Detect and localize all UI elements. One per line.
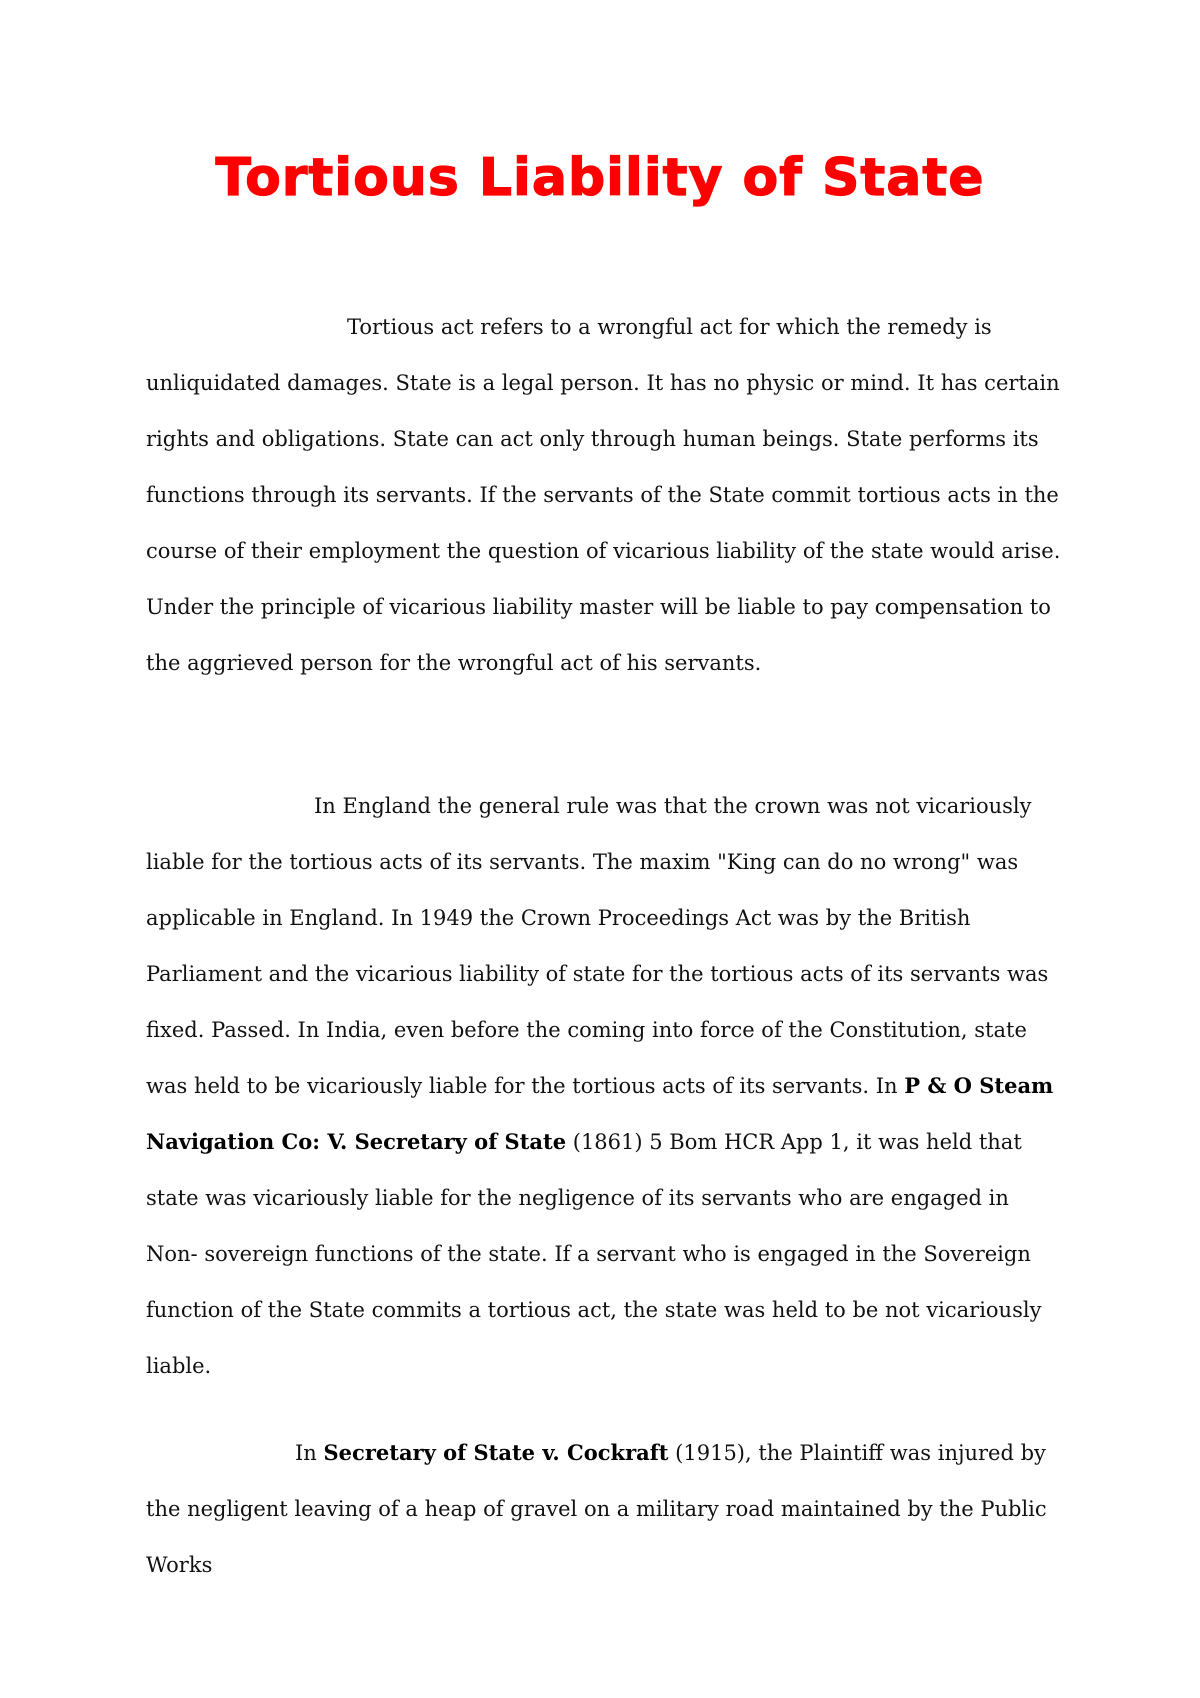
case-citation-p-and-o: P & O Steam Navigation Co: V. Secretary of State xyxy=(146,1073,1054,1154)
paragraph-text: In England the general rule was that the crown was not vicariously liable for the tortious acts of its servants. The maxim "King can do no wrong" was applicable in England. In 1949 the Crown Proceedings Act was by the British Parliament and the vicarious liability of state for the tortious acts of its servants was fixed. Passed. In India, even before the coming into force of the Constitution, state was held to be vicariously liable for the tortious acts of its servants. In xyxy=(146,794,1049,1098)
paragraph-text: (1861) 5 Bom HCR App 1, it was held that state was vicariously liable for the negligence of its servants who are engaged in Non- sovereign functions of the state. If a servant who is engaged in the Sovereign function of the State commits a tortious act, the state was held to be not vicariously liable. xyxy=(146,1130,1042,1378)
paragraph-cockraft-case xyxy=(146,1425,1066,1593)
paragraph-tortious-act xyxy=(146,299,1066,691)
case-citation-cockraft: Secretary of State v. Cockraft xyxy=(323,1440,669,1465)
document-title: Tortious Liability of State xyxy=(215,148,985,208)
paragraph-england-rule xyxy=(146,778,1066,1394)
paragraph-text: (1915), the Plaintiff was injured by the negligent leaving of a heap of gravel on a military road maintained by the Public Works xyxy=(146,1441,1047,1577)
paragraph-text: In xyxy=(295,1441,324,1465)
paragraph-text: Tortious act refers to a wrongful act for which the remedy is unliquidated damages. State is a legal person. It has no physic or mind. It has certain rights and obligations. State can act only through human beings. State performs its functions through its servants. If the servants of the State commit tortious acts in the course of their employment the question of vicarious liability of the state would arise. Under the principle of vicarious liability master will be liable to pay compensation to the aggrieved person for the wrongful act of his servants. xyxy=(146,315,1061,675)
